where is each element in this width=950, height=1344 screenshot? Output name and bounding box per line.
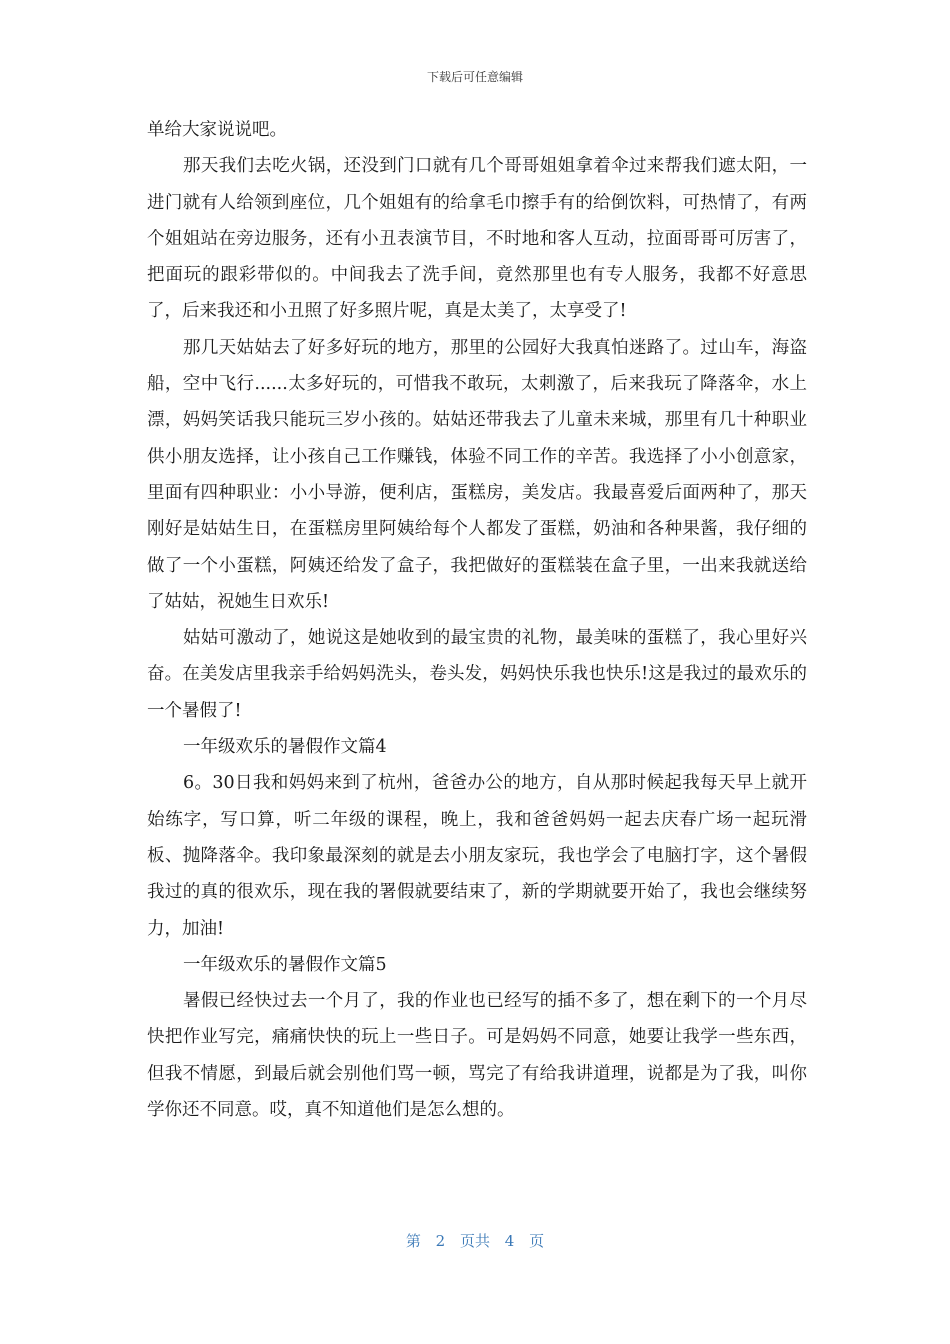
footer-mid: 页共 — [459, 1232, 490, 1250]
paragraph-6: 6。30日我和妈妈来到了杭州，爸爸办公的地方，自从那时候起我每天早上就开始练字，写口算，听二年级的课程，晚上，我和爸爸妈妈一起去庆春广场一起玩滑板、抛降落伞。我印象最深刻的就是去小朋友家玩，我也学会了电脑打字，这个暑假我过的真的很欢乐，现在我的署假就要结束了，新的学期就要开始了，我也会继续努力，加油! — [147, 773, 807, 939]
page-footer — [0, 1230, 950, 1251]
footer-total-pages: 4 — [504, 1232, 515, 1250]
paragraph-1: 单给大家说说吧。 — [147, 120, 287, 140]
paragraph-8: 暑假已经快过去一个月了，我的作业也已经写的插不多了，想在剩下的一个月尽快把作业写完，痛痛快快的玩上一些日子。可是妈妈不同意，她要让我学一些东西，但我不情愿，到最后就会别他们骂一顿，骂完了有给我讲道理，说都是为了我，叫你学你还不同意。哎，真不知道他们是怎么想的。 — [147, 991, 807, 1121]
section-heading-4: 一年级欢乐的暑假作文篇4 — [183, 737, 387, 758]
page-header — [0, 68, 950, 85]
paragraph-3: 那几天姑姑去了好多好玩的地方，那里的公园好大我真怕迷路了。过山车，海盗船，空中飞行......太多好玩的，可惜我不敢玩，太刺激了，后来我玩了降落伞，水上漂，妈妈笑话我只能玩三岁小孩的。姑姑还带我去了儿童未来城，那里有几十种职业供小朋友选择，让小孩自己工作赚钱，体验不同工作的辛苦。我选择了小小创意家，里面有四种职业：小小导游，便利店，蛋糕房，美发店。我最喜爱后面两种了，那天刚好是姑姑生日，在蛋糕房里阿姨给每个人都发了蛋糕，奶油和各种果酱，我仔细的做了一个小蛋糕，阿姨还给发了盒子，我把做好的蛋糕装在盒子里，一出来我就送给了姑姑，祝她生日欢乐! — [147, 337, 807, 612]
footer-prefix: 第 — [405, 1232, 421, 1250]
section-heading-5: 一年级欢乐的暑假作文篇5 — [183, 954, 387, 975]
footer-current-page: 2 — [435, 1232, 446, 1250]
paragraph-2: 那天我们去吃火锅，还没到门口就有几个哥哥姐姐拿着伞过来帮我们遮太阳，一进门就有人给领到座位，几个姐姐有的给拿毛巾擦手有的给倒饮料，可热情了，有两个姐姐站在旁边服务，还有小丑表演节目，不时地和客人互动，拉面哥哥可厉害了，把面玩的跟彩带似的。中间我去了洗手间，竟然那里也有专人服务，我都不好意思了，后来我还和小丑照了好多照片呢，真是太美了，太享受了! — [147, 156, 807, 322]
footer-suffix: 页 — [529, 1232, 545, 1250]
document-body — [147, 112, 807, 1128]
header-note: 下载后可任意编辑 — [426, 70, 523, 84]
paragraph-4: 姑姑可激动了，她说这是她收到的最宝贵的礼物，最美味的蛋糕了，我心里好兴奋。在美发店里我亲手给妈妈洗头，卷头发，妈妈快乐我也快乐!这是我过的最欢乐的一个暑假了! — [147, 628, 807, 721]
